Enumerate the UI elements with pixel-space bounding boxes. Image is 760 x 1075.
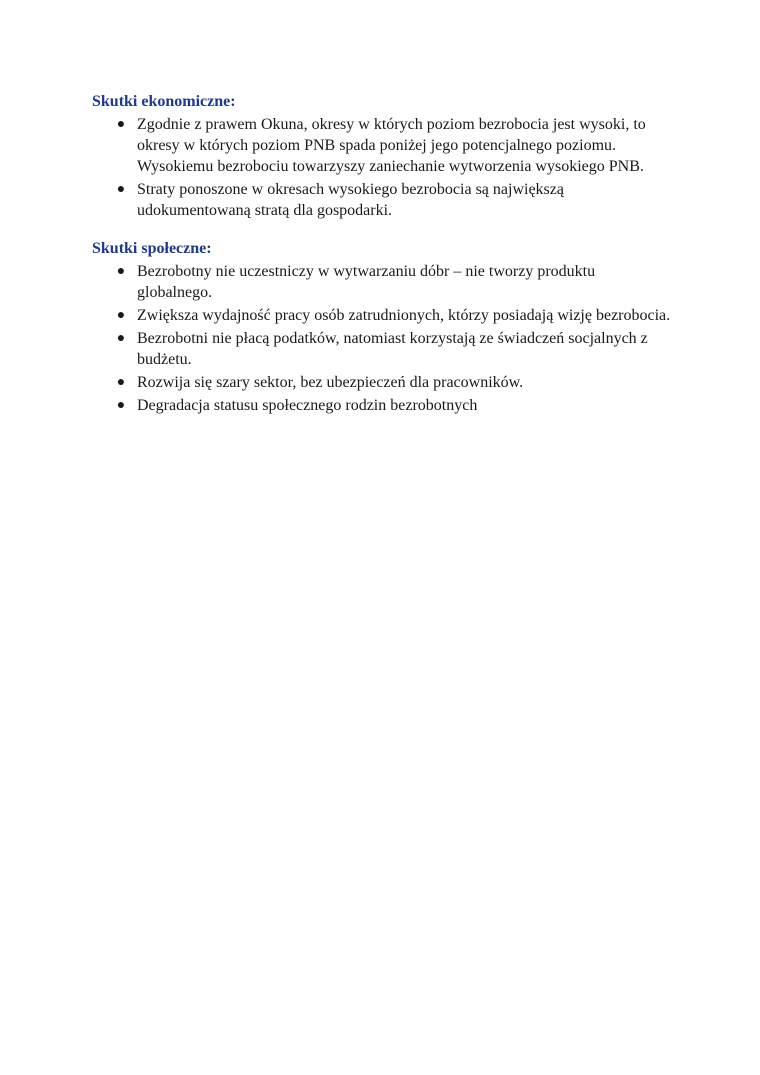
bullet-icon: ● (116, 264, 126, 279)
list-item-text: Straty ponoszone w okresach wysokiego bezrobocia są największą udokumentowaną stratą dla gospodarki. (137, 181, 564, 219)
list-item (92, 328, 672, 370)
bullet-icon: ● (116, 398, 126, 413)
list-item-text: Degradacja statusu społecznego rodzin bezrobotnych (137, 397, 478, 414)
bullet-icon: ● (116, 117, 126, 132)
list-item-text: Zwiększa wydajność pracy osób zatrudnionych, którzy posiadają wizję bezrobocia. (137, 307, 671, 324)
section-social-effects (92, 239, 672, 416)
list-item (92, 179, 672, 221)
list-item-text: Bezrobotny nie uczestniczy w wytwarzaniu dóbr – nie tworzy produktu globalnego. (137, 263, 596, 301)
section-economic-effects (92, 92, 672, 221)
section-heading: Skutki społeczne: (92, 240, 212, 257)
list-item-text: Bezrobotni nie płacą podatków, natomiast korzystają ze świadczeń socjalnych z budżetu. (137, 330, 648, 368)
list-item (92, 395, 672, 416)
bullet-icon: ● (116, 375, 126, 390)
document-body (92, 92, 672, 418)
list-item (92, 261, 672, 303)
list-item (92, 114, 672, 177)
bullet-list (92, 114, 672, 221)
bullet-icon: ● (116, 182, 126, 197)
bullet-list (92, 261, 672, 416)
list-item (92, 305, 672, 326)
list-item (92, 372, 672, 393)
bullet-icon: ● (116, 331, 126, 346)
bullet-icon: ● (116, 308, 126, 323)
section-heading: Skutki ekonomiczne: (92, 93, 236, 110)
list-item-text: Rozwija się szary sektor, bez ubezpieczeń dla pracowników. (137, 374, 524, 391)
list-item-text: Zgodnie z prawem Okuna, okresy w których poziom bezrobocia jest wysoki, to okresy w których poziom PNB spada poniżej jego potencjalnego poziomu. Wysokiemu bezrobociu towarzyszy zaniechanie wytworzenia wysokiego PNB. (137, 116, 646, 175)
